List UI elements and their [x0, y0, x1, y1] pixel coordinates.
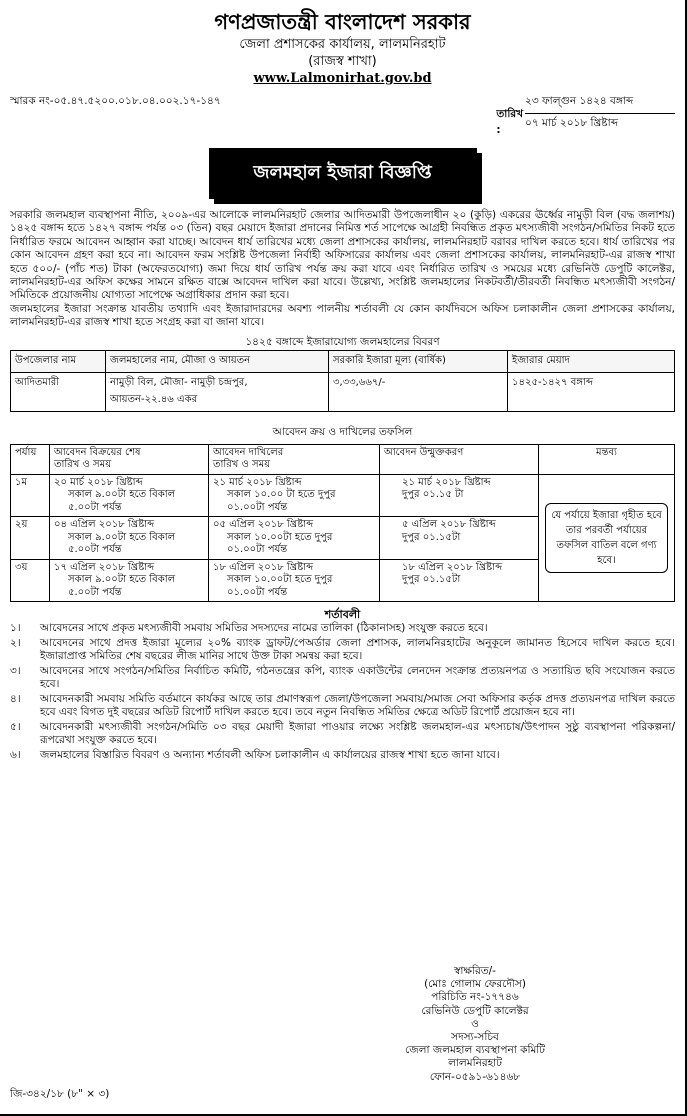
date-box — [496, 94, 675, 136]
table2-heading: আবেদন ক্রয় ও দাখিলের তফসিল — [272, 425, 413, 438]
open-cell — [380, 559, 539, 602]
term-text: আবেদনের সাথে সংগঠন/সমিতির নির্বাচিত কমিটি, গঠনতন্ত্রের কপি, ব্যাংক একাউন্টের লেনদেন সংক্রান্ত প্রত্যয়নপত্র ও সত্যায়িত ছবি সংযোজন করতে হবে। — [40, 665, 675, 691]
term-text: আবেদনের সাথে প্রদত্ত ইজারা মূল্যের ২০% ব্যাংক ড্রাফট/পেঅর্ডার জেলা প্রশাসক, লালমনিরহাটের অনুকূলে জামানত হিসেবে দাখিল করতে হবে। ইজারাপ্রাপ্ত সমিতির শেষ বছরের লীজ মানির সাথে উক্ত টাকা সমন্বয় করা হবে। — [40, 637, 675, 663]
branch-name: (রাজস্ব শাখা) — [308, 54, 377, 69]
phase-cell: ২য় — [11, 517, 50, 560]
cell-jalmohal — [106, 372, 329, 411]
list-item — [10, 749, 675, 762]
table-header-row — [11, 350, 675, 372]
col-submit-label: আবেদন দাখিলের — [213, 446, 284, 458]
notice-title: জলমহাল ইজারা বিজ্ঞপ্তি — [209, 148, 477, 199]
cell-value: ৩,৩৩,৬৬৭/- — [329, 372, 508, 411]
submit-date: ১৮ এপ্রিল ২০১৮ খ্রিষ্টাব্দ — [213, 561, 314, 573]
col-submit-sub: তারিখ ও সময় — [213, 459, 271, 471]
signature-block — [340, 965, 610, 1084]
remark-cell — [539, 474, 675, 602]
term-text: জলমহালের বিস্তারিত বিবরণ ও অন্যান্য শর্তাবলী অফিস চলাকালীন এ কার্যালয়ের রাজস্ব শাখা হতে জানা যাবে। — [40, 749, 500, 762]
info-paragraph: জলমহালের ইজারা সংক্রান্ত যাবতীয় তথ্যাদি এবং ইজারাদারদের অবশ্য পালনীয় শর্তাবলী যে কোন কার্যদিবসে অফিস চলাকালীন জেলা প্রশাসকের কার্যালয়, লালমনিরহাট-এর রাজস্ব শাখা হতে সংগ্রহ করা বা জানা যাবে। — [10, 302, 675, 329]
intro-paragraph: সরকারি জলমহাল ব্যবস্থাপনা নীতি, ২০০৯-এর আলোকে লালমনিরহাট জেলার আদিতমারী উপজেলাধীন ২০ (কুড়ি) একরের ঊর্ধ্বের নামুড়ী বিল (বদ্ধ জলাশয়) ১৪২৫ বঙ্গাব্দ হতে ১৪২৭ বঙ্গাব্দ পর্যন্ত ০৩ (তিন) বছর মেয়াদে ইজারা প্রদানের নিমিত্ত শর্ত সাপেক্ষে আগ্রহী নিবন্ধিত প্রকৃত মৎস্যজীবী সংগঠন/সমিতির নিকট হতে নির্ধারিত ফরমে আবেদন আহ্বান করা যাচ্ছে। আবেদন ধার্য তারিখের মধ্যে জেলা প্রশাসকের কার্যালয়, লালমনিরহাট বরাবর দাখিল করতে হবে। ধার্য তারিখের পর কোন আবেদন গ্রহণ করা হবে না। আবেদন ফরম সংশ্লিষ্ট উপজেলা নির্বাহী অফিসারের কার্যালয় এবং জেলা প্রশাসকের কার্যালয়, লালমনিরহাট-এর রাজস্ব শাখা হতে ৫০০/- (পাঁচ শত) টাকা (অফেরতযোগ্য) জমা দিয়ে ধার্য তারিখ পর্যন্ত ক্রয় করা যাবে এবং নির্ধারিত তারিখ ও সময়ের মধ্যে রেভিনিউ ডেপুটি কালেক্টর, লালমনিরহাট-এর অফিস কক্ষের সামনে রক্ষিত বাক্সে আবেদন দাখিল করা যাবে। উল্লেখ্য, সংশ্লিষ্ট জলমহালের নিকটবর্তী/তীরবর্তী নিবন্ধিত মৎস্যজীবী সংগঠন/সমিতিকে প্রয়োজনীয় যোগ্যতা সাপেক্ষে অগ্রাধিকার প্রদান করা হবে। — [10, 209, 675, 302]
schedule-table — [10, 444, 675, 603]
submit-date: ২১ মার্চ ২০১৮ খ্রিষ্টাব্দ — [213, 476, 302, 488]
jalmohal-table — [10, 350, 675, 412]
term-number: ৪। — [10, 693, 21, 706]
open-cell — [380, 517, 539, 560]
terms-heading: শর্তাবলী — [324, 608, 361, 622]
sale-date: ০৪ এপ্রিল ২০১৮ খ্রিষ্টাব্দ — [54, 519, 155, 531]
jalmohal-area: আয়তন-২২.৪৬ একর — [110, 393, 198, 405]
office-name: জেলা প্রশাসকের কার্যালয়, লালমনিরহাট — [239, 37, 446, 52]
phone-number: ফোন-০৫৯১-৬১৪৬৮ — [429, 1070, 521, 1083]
col-jalmohal: জলমহালের নাম, মৌজা ও আয়তন — [106, 350, 329, 372]
col-remark: মন্তব্য — [539, 444, 675, 474]
submit-cell — [209, 474, 380, 517]
submit-time: সকাল ১০.০০টা হতে দুপুর — [227, 574, 333, 586]
sale-time-end: ৫.০০টা পর্যন্ত — [68, 544, 122, 556]
reference-row — [10, 94, 675, 136]
sale-cell — [50, 474, 209, 517]
submit-cell — [209, 559, 380, 602]
open-date: ১৮ এপ্রিল ২০১৮ খ্রিষ্টাব্দ — [402, 561, 503, 573]
open-date: ৫ এপ্রিল ২০১৮ খ্রিষ্টাব্দ — [402, 519, 496, 531]
col-upazila: উপজেলার নাম — [11, 350, 106, 372]
term-text: আবেদনকারী মৎস্যজীবী সংগঠন/সমিতি ০৩ বছর মেয়াদী ইজারা পাওয়ার লক্ষ্যে সংশ্লিষ্ট জলমহাল-এর মৎস্যচাষ/উৎপাদন সুষ্ঠু ব্যবস্থাপনা পরিকল্পনা/রূপরেখা সংযুক্ত করতে হবে। — [40, 721, 675, 747]
memo-number: স্মারক নং-০৫.৪৭.৫২০০.০১৮.০৪.০০২.১৭-১৪৭ — [10, 95, 221, 107]
submit-time-end: ০১.০০টা পর্যন্ত — [227, 544, 288, 556]
table-row — [11, 474, 675, 517]
list-item — [10, 693, 675, 719]
sale-cell — [50, 517, 209, 560]
submit-cell — [209, 517, 380, 560]
committee-place: লালমনিরহাট — [448, 1057, 502, 1070]
sale-time: সকাল ৯.০০টা হতে বিকাল — [68, 489, 176, 501]
open-cell — [380, 474, 539, 517]
list-item — [10, 622, 675, 635]
term-number: ২। — [10, 637, 21, 650]
schedule-header-row — [11, 444, 675, 474]
print-code: জি-৩৪২/১৮ (৮" × ৩) — [10, 1088, 110, 1100]
term-number: ৫। — [10, 721, 21, 734]
signatory-and: ও — [471, 1017, 479, 1030]
phase-cell: ১ম — [11, 474, 50, 517]
submit-time: সকাল ১০.০০ টা হতে দুপুর — [227, 489, 336, 501]
cell-period: ১৪২৫-১৪২৭ বঙ্গাব্দ — [508, 372, 675, 411]
col-period: ইজারার মেয়াদ — [508, 350, 675, 372]
col-sale-label: আবেদন বিক্রয়ের শেষ — [54, 446, 141, 458]
term-number: ১। — [10, 622, 21, 635]
signatory-name: (মোঃ গোলাম ফেরদৌস) — [424, 978, 526, 991]
remark-box: যে পর্যায়ে ইজারা গৃহীত হবে তার পরবর্তী পর্যায়ের তফসিল বাতিল বলে গণ্য হবে। — [545, 503, 668, 573]
sale-time: সকাল ৯.০০টা হতে বিকাল — [68, 531, 176, 543]
open-time: দুপুর ০১.১৫টা — [402, 531, 461, 543]
term-number: ৩। — [10, 665, 21, 678]
open-time: দুপুর ০১.১৫টা — [402, 574, 461, 586]
sale-time-end: ৫.০০টা পর্যন্ত — [68, 586, 122, 598]
sale-time: সকাল ৯.০০টা হতে বিকাল — [68, 574, 176, 586]
signatory-role: সদস্য-সচিব — [451, 1031, 499, 1044]
open-date: ২১ মার্চ ২০১৮ খ্রিষ্টাব্দ — [402, 476, 491, 488]
date-bangla: ২৩ ফাল্গুন ১৪২৪ বঙ্গাব্দ — [525, 94, 675, 114]
committee-name: জেলা জলমহাল ব্যবস্থাপনা কমিটি — [404, 1044, 546, 1057]
signatory-designation: রেভিনিউ ডেপুটি কালেক্টর — [421, 1004, 529, 1017]
date-label: তারিখ : — [496, 108, 523, 136]
sale-date: ২০ মার্চ ২০১৮ খ্রিষ্টাব্দ — [54, 476, 143, 488]
list-item — [10, 721, 675, 747]
term-text: আবেদনকারী সমবায় সমিতি বর্তমানে কার্যকর আছে তার প্রমাণস্বরূপ জেলা/উপজেলা সমবায়/সমাজ সেবা অফিসার কর্তৃক প্রদত্ত প্রত্যয়নপত্র দাখিল করতে হবে এবং বিগত দুই বছরের অডিট রিপোর্ট দাখিল করতে হবে। তবে নতুন নিবন্ধিত সমিতির ক্ষেত্রে অডিট রিপোর্ট প্রয়োজন হবে না। — [40, 693, 675, 719]
list-item — [10, 637, 675, 663]
col-phase: পর্যায় — [11, 444, 50, 474]
col-sale — [50, 444, 209, 474]
col-submit — [209, 444, 380, 474]
table-row — [11, 372, 675, 411]
terms-list — [10, 622, 675, 762]
government-title: গণপ্রজাতন্ত্রী বাংলাদেশ সরকার — [214, 10, 471, 34]
submit-time-end: ০১.০০টা পর্যন্ত — [227, 586, 288, 598]
jalmohal-name: নামুড়ী বিল, মৌজা- নামুড়ী চন্দ্রপুর, — [110, 376, 248, 388]
sale-cell — [50, 559, 209, 602]
open-time: দুপুর ০১.১৫ টা — [402, 489, 464, 501]
submit-date: ০৫ এপ্রিল ২০১৮ খ্রিষ্টাব্দ — [213, 519, 314, 531]
col-sale-sub: তারিখ ও সময় — [54, 459, 112, 471]
submit-time: সকাল ১০.০০টা হতে দুপুর — [227, 531, 333, 543]
term-text: আবেদনের সাথে প্রকৃত মৎস্যজীবী সমবায় সমিতির সদস্যদের নামের তালিকা (ঠিকানাসহ) সংযুক্ত করতে হবে। — [40, 622, 488, 635]
submit-time-end: ০১.০০টা পর্যন্ত — [227, 501, 288, 513]
sale-time-end: ৫.০০টা পর্যন্ত — [68, 501, 122, 513]
table1-heading: ১৪২৫ বঙ্গাব্দে ইজারাযোগ্য জলমহালের বিবরণ — [245, 335, 440, 348]
list-item — [10, 665, 675, 691]
signatory-id: পরিচিতি নং-১৭৭৪৬ — [431, 991, 519, 1004]
cell-upazila: আদিতমারী — [11, 372, 106, 411]
phase-cell: ৩য় — [11, 559, 50, 602]
website-link[interactable]: www.Lalmonirhat.gov.bd — [253, 71, 432, 86]
sale-date: ১৭ এপ্রিল ২০১৮ খ্রিষ্টাব্দ — [54, 561, 155, 573]
date-english: ০৭ মার্চ ২০১৮ খ্রিষ্টাব্দ — [525, 117, 619, 129]
col-open: আবেদন উন্মুক্তকরণ — [380, 444, 539, 474]
signed-mark: স্বাক্ষরিত/- — [454, 965, 496, 977]
term-number: ৬। — [10, 749, 21, 762]
col-value: সরকারি ইজারা মূল্য (বার্ষিক) — [329, 350, 508, 372]
